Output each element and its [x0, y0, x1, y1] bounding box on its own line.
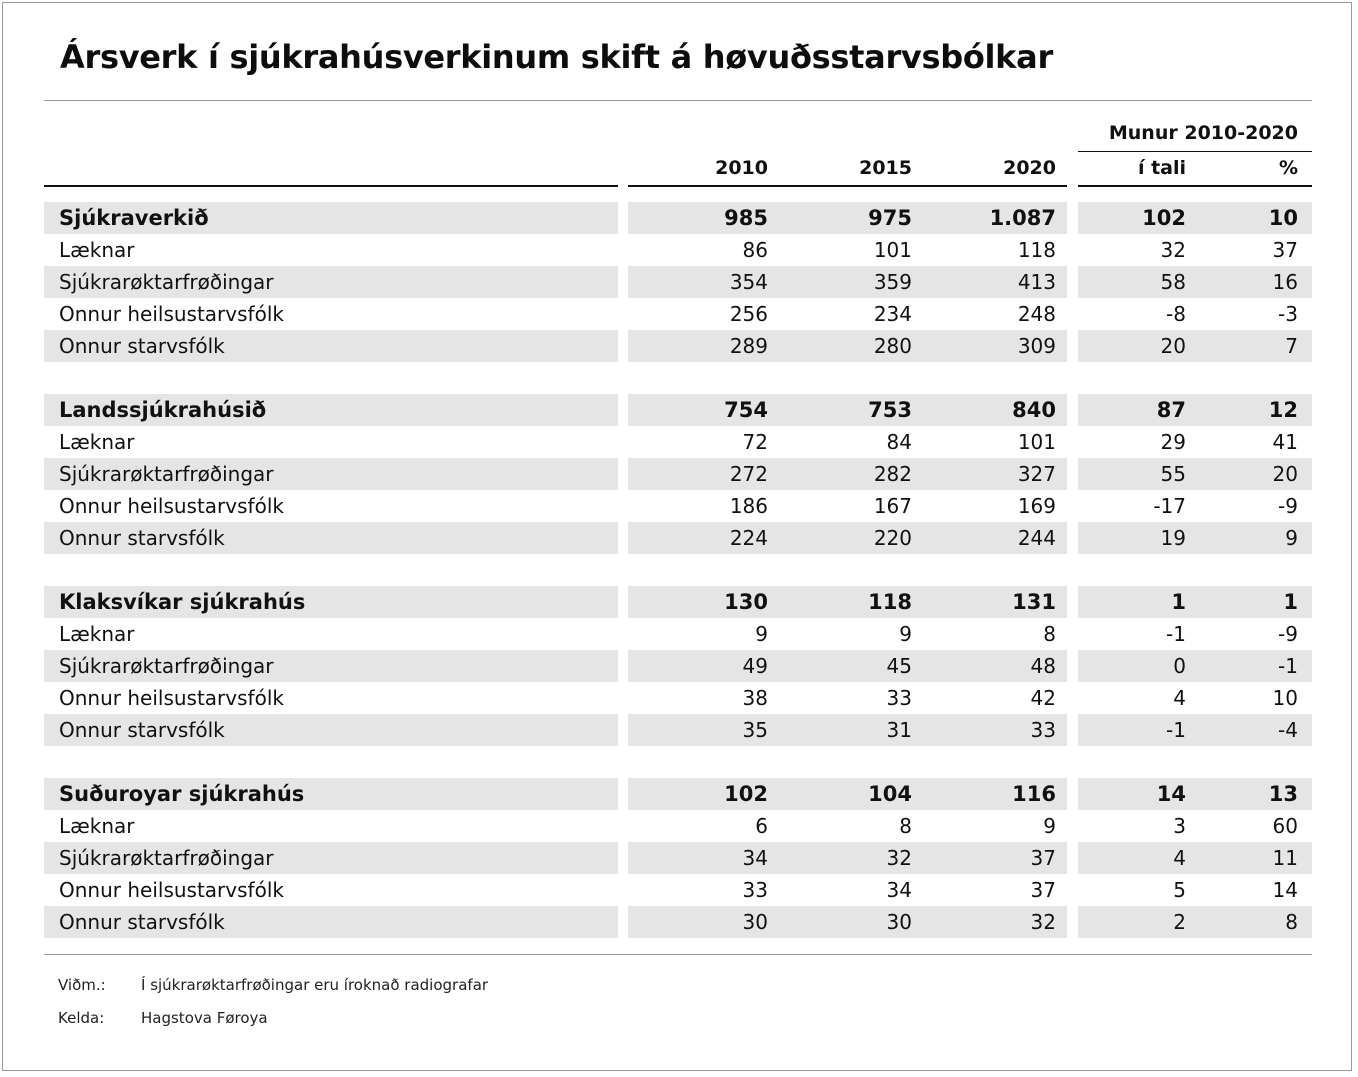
table-row — [44, 842, 1312, 874]
row-label: Læknar — [59, 814, 135, 838]
cell-2010: 754 — [724, 398, 768, 422]
cell-2015: 33 — [886, 686, 912, 710]
cell-in-number: -1 — [1166, 718, 1186, 742]
cell-2020: 840 — [1012, 398, 1056, 422]
cell-2010: 72 — [742, 430, 768, 454]
page-title: Ársverk í sjúkrahúsverkinum skift á høvuðsstarvsbólkar — [60, 38, 1053, 76]
cell-2015: 753 — [868, 398, 912, 422]
cell-2010: 272 — [729, 462, 768, 486]
source-label: Kelda: — [58, 1009, 105, 1027]
cell-2020: 48 — [1030, 654, 1056, 678]
table-row — [44, 426, 1312, 458]
cell-2015: 45 — [886, 654, 912, 678]
cell-percent: 11 — [1272, 846, 1298, 870]
cell-2010: 985 — [724, 206, 768, 230]
cell-2015: 118 — [868, 590, 912, 614]
title-divider — [44, 100, 1312, 101]
row-label: Onnur heilsustarvsfólk — [59, 878, 284, 902]
cell-2020: 248 — [1017, 302, 1056, 326]
cell-2015: 8 — [899, 814, 912, 838]
footnote-label: Viðm.: — [58, 976, 106, 994]
cell-2010: 30 — [742, 910, 768, 934]
section-name: Landssjúkrahúsið — [59, 398, 267, 422]
row-label: Læknar — [59, 238, 135, 262]
cell-2020: 32 — [1030, 910, 1056, 934]
table-row — [44, 810, 1312, 842]
cell-percent: 8 — [1285, 910, 1298, 934]
row-label: Onnur starvsfólk — [59, 718, 225, 742]
cell-2015: 167 — [873, 494, 912, 518]
row-label: Sjúkrarøktarfrøðingar — [59, 846, 274, 870]
cell-percent: 13 — [1268, 782, 1298, 806]
cell-2010: 289 — [729, 334, 768, 358]
cell-2020: 244 — [1017, 526, 1056, 550]
cell-in-number: -1 — [1166, 622, 1186, 646]
section-name: Sjúkraverkið — [59, 206, 209, 230]
cell-2020: 33 — [1030, 718, 1056, 742]
cell-percent: 20 — [1272, 462, 1298, 486]
cell-2010: 34 — [742, 846, 768, 870]
cell-2020: 37 — [1030, 878, 1056, 902]
cell-2015: 32 — [886, 846, 912, 870]
cell-2010: 86 — [742, 238, 768, 262]
header-group-underline — [1078, 151, 1312, 152]
cell-in-number: 0 — [1173, 654, 1186, 678]
header-underline-label — [44, 185, 618, 187]
cell-2020: 118 — [1017, 238, 1056, 262]
cell-2010: 224 — [729, 526, 768, 550]
cell-percent: 9 — [1285, 526, 1298, 550]
table-row — [44, 874, 1312, 906]
cell-2015: 220 — [873, 526, 912, 550]
cell-2010: 102 — [724, 782, 768, 806]
row-label: Onnur starvsfólk — [59, 526, 225, 550]
cell-in-number: 1 — [1171, 590, 1186, 614]
cell-2020: 37 — [1030, 846, 1056, 870]
cell-2015: 282 — [873, 462, 912, 486]
cell-percent: 16 — [1272, 270, 1298, 294]
header-2020: 2020 — [1003, 157, 1056, 179]
cell-2020: 413 — [1017, 270, 1056, 294]
cell-2015: 9 — [899, 622, 912, 646]
cell-2020: 9 — [1043, 814, 1056, 838]
cell-percent: -3 — [1278, 302, 1298, 326]
cell-2015: 31 — [886, 718, 912, 742]
row-label: Sjúkrarøktarfrøðingar — [59, 270, 274, 294]
cell-in-number: -8 — [1166, 302, 1186, 326]
cell-2020: 116 — [1012, 782, 1056, 806]
header-difference-group: Munur 2010-2020 — [1108, 122, 1298, 144]
cell-percent: -9 — [1278, 494, 1298, 518]
cell-in-number: 19 — [1160, 526, 1186, 550]
row-label: Onnur heilsustarvsfólk — [59, 302, 284, 326]
cell-in-number: 3 — [1173, 814, 1186, 838]
cell-percent: 10 — [1268, 206, 1298, 230]
row-label: Sjúkrarøktarfrøðingar — [59, 462, 274, 486]
table-row — [44, 682, 1312, 714]
cell-2010: 38 — [742, 686, 768, 710]
cell-in-number: 58 — [1160, 270, 1186, 294]
cell-2010: 256 — [729, 302, 768, 326]
cell-percent: 1 — [1283, 590, 1298, 614]
table-row — [44, 650, 1312, 682]
table-row — [44, 490, 1312, 522]
cell-2020: 1.087 — [989, 206, 1056, 230]
cell-2010: 35 — [742, 718, 768, 742]
cell-in-number: 55 — [1160, 462, 1186, 486]
cell-percent: 37 — [1272, 238, 1298, 262]
table-row — [44, 330, 1312, 362]
cell-in-number: 4 — [1173, 686, 1186, 710]
cell-2020: 101 — [1017, 430, 1056, 454]
row-label: Sjúkrarøktarfrøðingar — [59, 654, 274, 678]
cell-percent: -4 — [1278, 718, 1298, 742]
cell-2020: 131 — [1012, 590, 1056, 614]
cell-2015: 34 — [886, 878, 912, 902]
cell-percent: 14 — [1272, 878, 1298, 902]
table-row — [44, 618, 1312, 650]
cell-2020: 309 — [1017, 334, 1056, 358]
source-text: Hagstova Føroya — [141, 1009, 268, 1027]
table-row — [44, 522, 1312, 554]
cell-2015: 280 — [873, 334, 912, 358]
header-underline-difference — [1078, 185, 1312, 187]
cell-in-number: 4 — [1173, 846, 1186, 870]
section-total-row — [44, 586, 1312, 618]
section-total-row — [44, 394, 1312, 426]
table-row — [44, 266, 1312, 298]
header-in-number: í tali — [1137, 157, 1186, 179]
row-label: Læknar — [59, 430, 135, 454]
cell-2015: 359 — [873, 270, 912, 294]
row-label: Læknar — [59, 622, 135, 646]
cell-2020: 8 — [1043, 622, 1056, 646]
header-2010: 2010 — [715, 157, 768, 179]
table-row — [44, 234, 1312, 266]
cell-in-number: 102 — [1142, 206, 1186, 230]
cell-in-number: 32 — [1160, 238, 1186, 262]
section-name: Klaksvíkar sjúkrahús — [59, 590, 306, 614]
cell-in-number: 2 — [1173, 910, 1186, 934]
row-label: Onnur heilsustarvsfólk — [59, 686, 284, 710]
table-row — [44, 906, 1312, 938]
cell-2015: 101 — [873, 238, 912, 262]
section-name: Suðuroyar sjúkrahús — [59, 782, 305, 806]
cell-in-number: 87 — [1156, 398, 1186, 422]
row-label: Onnur starvsfólk — [59, 910, 225, 934]
cell-2015: 104 — [868, 782, 912, 806]
cell-2010: 33 — [742, 878, 768, 902]
footer-divider — [44, 954, 1312, 955]
cell-in-number: 14 — [1156, 782, 1186, 806]
cell-percent: 10 — [1272, 686, 1298, 710]
header-underline-years — [628, 185, 1067, 187]
cell-percent: 60 — [1272, 814, 1298, 838]
cell-2020: 42 — [1030, 686, 1056, 710]
cell-2015: 975 — [868, 206, 912, 230]
header-2015: 2015 — [859, 157, 912, 179]
cell-2015: 234 — [873, 302, 912, 326]
cell-in-number: 29 — [1160, 430, 1186, 454]
footnote-text: Í sjúkrarøktarfrøðingar eru íroknað radiografar — [141, 976, 489, 994]
cell-percent: -1 — [1278, 654, 1298, 678]
cell-2015: 30 — [886, 910, 912, 934]
cell-percent: 41 — [1272, 430, 1298, 454]
cell-2010: 6 — [755, 814, 768, 838]
cell-percent: 12 — [1268, 398, 1298, 422]
cell-2015: 84 — [886, 430, 912, 454]
cell-2010: 9 — [755, 622, 768, 646]
section-total-row — [44, 202, 1312, 234]
cell-2010: 130 — [724, 590, 768, 614]
cell-percent: -9 — [1278, 622, 1298, 646]
cell-in-number: 20 — [1160, 334, 1186, 358]
cell-2020: 327 — [1017, 462, 1056, 486]
header-percent: % — [1278, 157, 1298, 179]
row-label: Onnur heilsustarvsfólk — [59, 494, 284, 518]
cell-2010: 186 — [729, 494, 768, 518]
cell-in-number: -17 — [1153, 494, 1186, 518]
cell-2010: 354 — [729, 270, 768, 294]
section-total-row — [44, 778, 1312, 810]
cell-percent: 7 — [1285, 334, 1298, 358]
row-label: Onnur starvsfólk — [59, 334, 225, 358]
cell-2010: 49 — [742, 654, 768, 678]
cell-in-number: 5 — [1173, 878, 1186, 902]
table-row — [44, 714, 1312, 746]
cell-2020: 169 — [1017, 494, 1056, 518]
table-row — [44, 298, 1312, 330]
table-row — [44, 458, 1312, 490]
